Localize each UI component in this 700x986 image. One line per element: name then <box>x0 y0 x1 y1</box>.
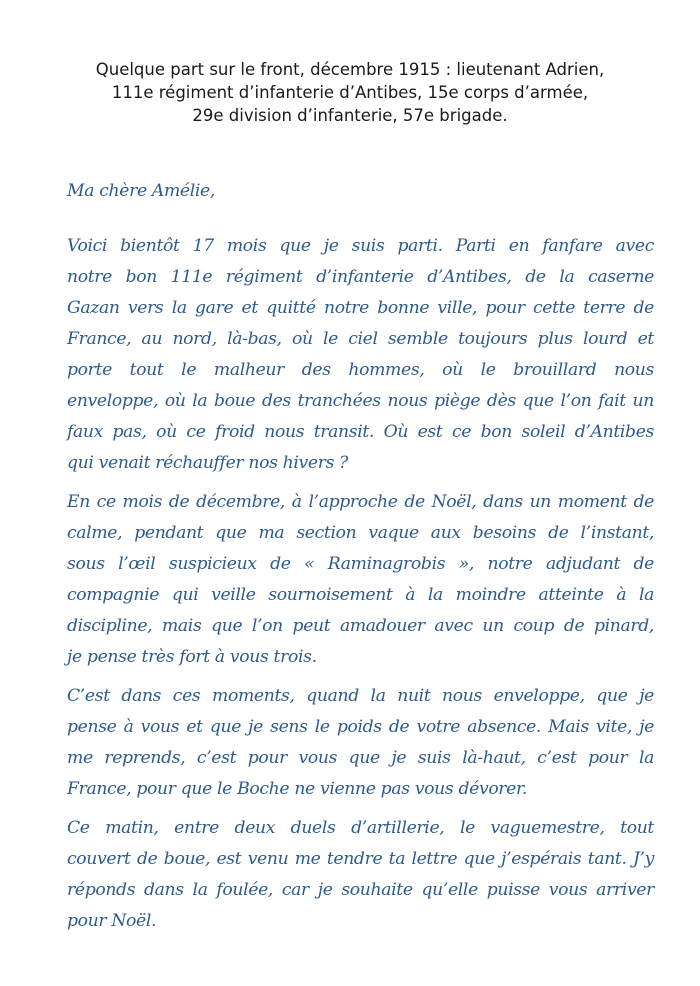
letter-line: pour Noël. <box>67 911 157 931</box>
letter-line: Ce matin, entre deux duels d’artillerie, le vaguemestre, tout <box>67 818 654 838</box>
letter-line: faux pas, où ce froid nous transit. Où est ce bon soleil d’Antibes <box>67 422 654 442</box>
header-line: 111e régiment d’infanterie d’Antibes, 15e corps d’armée, <box>111 83 589 102</box>
letter-header <box>40 58 660 127</box>
letter-paragraph-4 <box>67 813 654 937</box>
letter-line: discipline, mais que l’on peut amadouer avec un coup de pinard, <box>67 616 654 636</box>
letter-line: je pense très fort à vous trois. <box>67 647 317 667</box>
letter-line: réponds dans la foulée, car je souhaite qu’elle puisse vous arriver <box>67 880 654 900</box>
letter-paragraph-2 <box>67 487 654 673</box>
letter-line: sous l’œil suspicieux de « Raminagrobis », notre adjudant de <box>67 554 654 574</box>
letter-line: enveloppe, où la boue des tranchées nous piège dès que l’on fait un <box>67 391 654 411</box>
letter-line: France, au nord, là-bas, où le ciel semble toujours plus lourd et <box>67 329 654 349</box>
letter-paragraph-3 <box>67 681 654 805</box>
letter-line: me reprends, c’est pour vous que je suis là-haut, c’est pour la <box>67 748 654 768</box>
letter-paragraph-1 <box>67 231 654 479</box>
letter-line: compagnie qui veille sournoisement à la moindre atteinte à la <box>67 585 654 605</box>
letter-line: notre bon 111e régiment d’infanterie d’Antibes, de la caserne <box>67 267 654 287</box>
header-line: 29e division d’infanterie, 57e brigade. <box>192 106 508 125</box>
letter-line: En ce mois de décembre, à l’approche de Noël, dans un moment de <box>67 492 654 512</box>
letter-line: couvert de boue, est venu me tendre ta lettre que j’espérais tant. J’y <box>67 849 654 869</box>
letter-line: calme, pendant que ma section vaque aux besoins de l’instant, <box>67 523 654 543</box>
letter-line: porte tout le malheur des hommes, où le brouillard nous <box>67 360 654 380</box>
letter-line: qui venait réchauffer nos hivers ? <box>67 453 349 473</box>
letter-body <box>67 176 654 945</box>
letter-line: C’est dans ces moments, quand la nuit nous enveloppe, que je <box>67 686 654 706</box>
letter-line: pense à vous et que je sens le poids de votre absence. Mais vite, je <box>67 717 654 737</box>
header-line: Quelque part sur le front, décembre 1915 : lieutenant Adrien, <box>95 60 605 79</box>
letter-greeting: Ma chère Amélie, <box>67 181 215 201</box>
letter-line: France, pour que le Boche ne vienne pas vous dévorer. <box>67 779 528 799</box>
letter-line: Gazan vers la gare et quitté notre bonne ville, pour cette terre de <box>67 298 654 318</box>
letter-line: Voici bientôt 17 mois que je suis parti. Parti en fanfare avec <box>67 236 654 256</box>
